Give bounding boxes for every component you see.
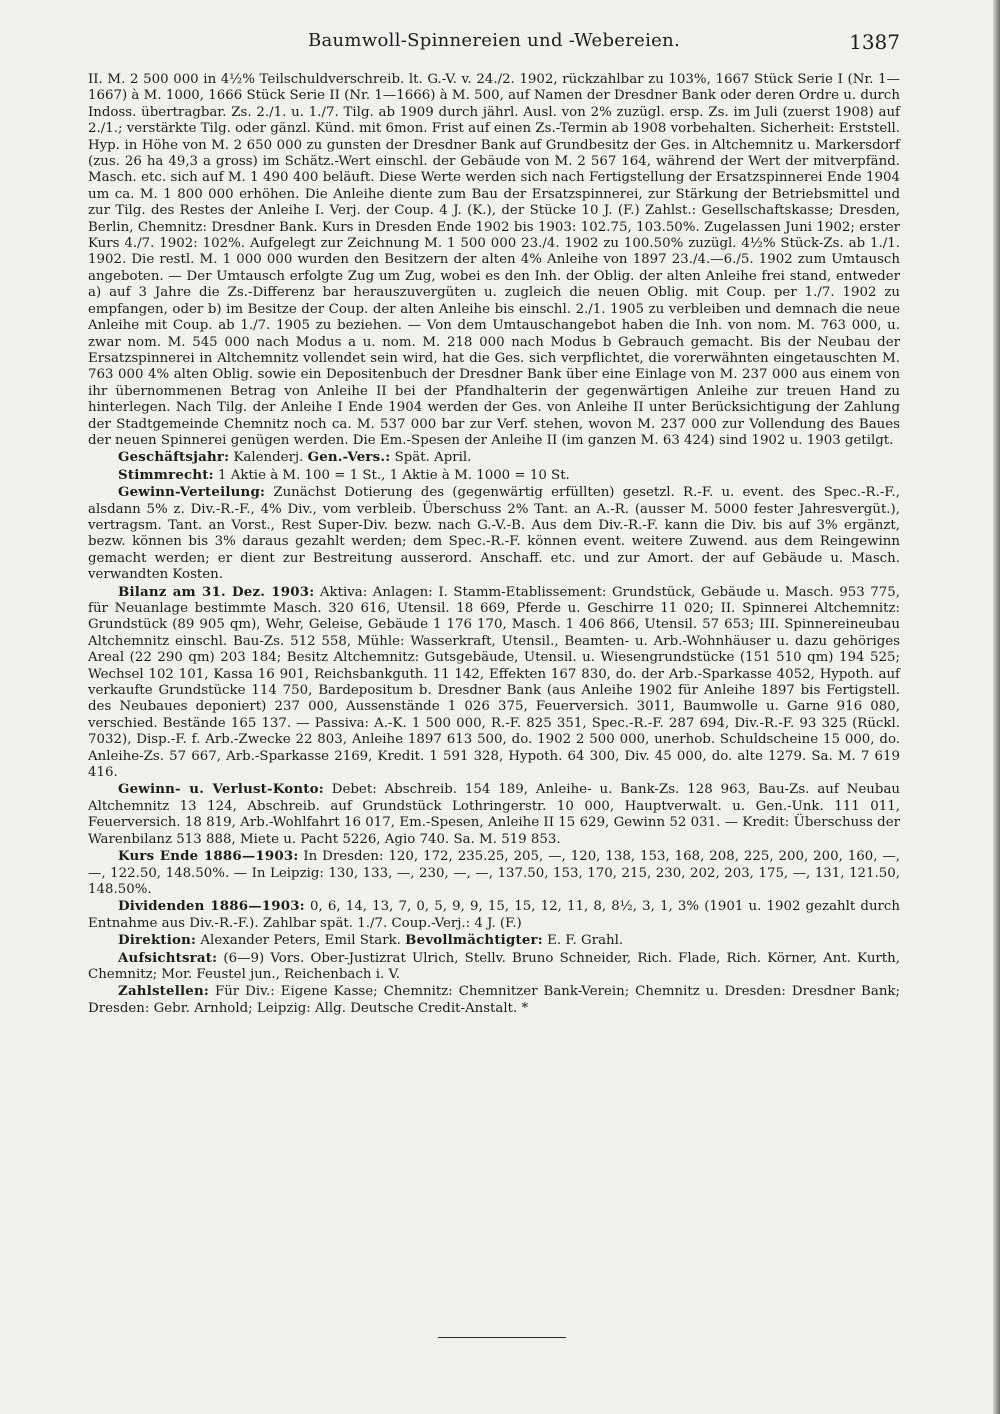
entry-text: Alexander Peters, Emil Stark. — [196, 933, 406, 949]
entry-text-bevollmaechtigter: E. F. Grahl. — [542, 933, 624, 949]
entry-label: Aufsichtsrat: — [118, 949, 218, 966]
entry-text: 1 Aktie à M. 100 = 1 St., 1 Aktie à M. 1000 = 10 St. — [213, 467, 570, 483]
entry-text: (6—9) Vors. Ober-Justizrat Ulrich, Stellv. Bruno Schneider, Rich. Flade, Rich. Körner, Ant. Kurth, Chemnitz; Mor. Feustel jun., Reichenbach i. V. — [88, 950, 900, 982]
entry-text: Zunächst Dotierung des (gegenwärtig erfüllten) gesetzl. R.-F. u. event. des Spec.-R.-F., alsdann 5% z. Div.-R.-F., 4% Div., vom verbleib. Überschuss 2% Tant. an A.-R. (ausser M. 5000 fester Jahresvergüt.), vertragsm. Tant. an Vorst., Rest Super-Div. bezw. nach G.-V.-B. Aus dem Div.-R.-F. kann die Div. bis auf 3% ergänzt, bezw. können bis 3% daraus gezahlt werden; dem Spec.-R.-F. können event. weitere Zuwend. aus dem Reingewinn gemacht werden; er dient zur Bestreitung ausserord. Anschaff. etc. und zur Amort. der auf Gebäude u. Masch. verwandten Kosten. — [88, 485, 900, 583]
entry-text: Kalenderj. — [229, 450, 308, 466]
entry-label: Kurs Ende 1886—1903: — [118, 848, 299, 865]
entry-bilanz — [88, 584, 900, 782]
entry-text-gen-vers: Spät. April. — [390, 450, 472, 466]
entry-gewinn-verlust — [88, 781, 900, 848]
entry-text: In Dresden: 120, 172, 235.25, 205, —, 120, 138, 153, 168, 208, 225, 200, 200, 160, —, —, 122.50, 148.50%. — In Leipzig: 130, 133, —, 230, —, —, 137.50, 153, 170, 215, 230, 202, 203, 175, —, 131, 121.50, 148.50%. — [88, 849, 901, 897]
entry-geschaeftsjahr — [88, 449, 900, 466]
entry-label: Direktion: — [118, 932, 197, 949]
page-number: 1387 — [849, 30, 900, 54]
entry-text: Für Div.: Eigene Kasse; Chemnitz: Chemnitzer Bank-Verein; Chemnitz u. Dresden: Dresdner Bank; Dresden: Gebr. Arnhold; Leipzig: Allg. Deutsche Credit-Anstalt. * — [88, 984, 900, 1016]
entry-label: Dividenden 1886—1903: — [118, 898, 305, 915]
entry-label-bevollmaechtigter: Bevollmächtigter: — [405, 932, 543, 949]
entry-zahlstellen — [88, 983, 900, 1017]
entry-label: Stimmrecht: — [118, 466, 214, 483]
entry-gewinn-verteilung — [88, 484, 900, 583]
entry-aufsichtsrat — [88, 950, 900, 984]
entry-label: Geschäftsjahr: — [118, 449, 230, 466]
entry-text: Debet: Abschreib. 154 189, Anleihe- u. Bank-Zs. 128 963, Bau-Zs. auf Neubau Altchemnitz 13 124, Abschreib. auf Grundstück Lothringerstr. 10 000, Hauptverwalt. u. Gen.-Unk. 111 011, Feuerversich. 18 819, Arb.-Wohlfahrt 16 017, Em.-Spesen, Anleihe II 15 629, Gewinn 52 031. — Kredit: Überschuss der Warenbilanz 513 888, Miete u. Pacht 5226, Agio 740. Sa. M. 519 853. — [88, 782, 900, 847]
running-title: Baumwoll-Spinnereien und -Webereien. — [307, 30, 681, 51]
page-edge — [993, 0, 1000, 1414]
entry-label: Gewinn-Verteilung: — [118, 484, 266, 501]
entry-label: Bilanz am 31. Dez. 1903: — [118, 583, 315, 600]
entry-text: Aktiva: Anlagen: I. Stamm-Etablissement: Grundstück, Gebäude u. Masch. 953 775, für Neuanlage bestimmte Masch. 320 616, Utensil. 18 669, Pferde u. Geschirre 11 020; II. Spinnerei Altchemnitz: Grundstück (89 905 qm), Wehr, Geleise, Gebäude 1 176 170, Masch. 1 406 866, Utensil. 57 653; III. Spinnereineubau Altchemnitz einschl. Bau-Zs. 512 558, Mühle: Wasserkraft, Utensil., Beamten- u. Arb.-Wohnhäuser u. dazu gehöriges Areal (22 290 qm) 203 184; Besitz Altchemnitz: Gutsgebäude, Utensil. u. Wiesengrundstücke (151 510 qm) 194 525; Wechsel 102 101, Kassa 16 901, Reichsbankguth. 11 142, Effekten 167 830, do. der Arb.-Sparkasse 4052, Hypoth. auf verkaufte Grundstücke 114 750, Bardepositum b. Dresdner Bank (aus Anleihe 1902 für Anleihe 1897 bis Fertigstell. des Neubaues deponiert) 237 000, Aussenstände 1 026 375, Feuerversich. 3011, Baumwolle u. Garne 916 080, verschied. Bestände 165 137. — Passiva: A.-K. 1 500 000, R.-F. 825 351, Spec.-R.-F. 287 694, Div.-R.-F. 93 325 (Rückl. 7032), Disp.-F. f. Arb.-Zwecke 22 803, Anleihe 1897 613 500, do. 1902 2 500 000, unerhob. Schuldscheine 15 000, do. Anleihe-Zs. 57 667, Arb.-Sparkasse 2169, Kredit. 1 591 328, Hypoth. 64 300, Div. 45 000, do. alte 1279. Sa. M. 7 619 416. — [88, 584, 900, 781]
entry-kurs — [88, 848, 900, 898]
document-body — [88, 72, 900, 1017]
entry-dividenden — [88, 898, 900, 932]
bond-paragraph: II. M. 2 500 000 in 4½% Teilschuldverschreib. lt. G.-V. v. 24./2. 1902, rückzahlbar zu 103%, 1667 Stück Serie I (Nr. 1—1667) à M. 1000, 1666 Stück Serie II (Nr. 1—1666) à M. 500, auf Namen der Dresdner Bank oder deren Ordre u. durch Indoss. übertragbar. Zs. 2./1. u. 1./7. Tilg. ab 1909 durch jährl. Ausl. von 2% zuzügl. ersp. Zs. im Juli (zuerst 1908) auf 2./1.; verstärkte Tilg. oder gänzl. Künd. mit 6mon. Frist auf einen Zs.-Termin ab 1908 vorbehalten. Sicherheit: Erststell. Hyp. in Höhe von M. 2 650 000 zu gunsten der Dresdner Bank auf Grundbesitz der Ges. in Altchemnitz u. Markersdorf (zus. 26 ha 49,3 a gross) im Schätz.-Wert einschl. der Gebäude von M. 2 567 164, während der Wert der mitverpfänd. Masch. etc. sich auf M. 1 490 400 beläuft. Diese Werte werden sich nach Fertigstellung der Ersatzspinnerei Ende 1904 um ca. M. 1 800 000 erhöhen. Die Anleihe diente zum Bau der Ersatzspinnerei, zur Stärkung der Betriebsmittel und zur Tilg. des Restes der Anleihe I. Verj. der Coup. 4 J. (K.), der Stücke 10 J. (F.) Zahlst.: Gesellschaftskasse; Dresden, Berlin, Chemnitz: Dresdner Bank. Kurs in Dresden Ende 1902 bis 1903: 102.75, 103.50%. Zugelassen Juni 1902; erster Kurs 4./7. 1902: 102%. Aufgelegt zur Zeichnung M. 1 500 000 23./4. 1902 zu 100.50% zuzügl. 4½% Stück-Zs. ab 1./1. 1902. Die restl. M. 1 000 000 wurden den Besitzern der alten 4% Anleihe von 1897 23./4.—6./5. 1902 zum Umtausch angeboten. — Der Umtausch erfolgte Zug um Zug, wobei es den Inh. der Oblig. der alten Anleihe frei stand, entweder a) auf 3 Jahre die Zs.-Differenz bar herauszuvergüten u. zugleich die neuen Oblig. mit Coup. per 1./7. 1902 zu empfangen, oder b) im Besitze der Coup. der alten Anleihe bis einschl. 2./1. 1905 zu verbleiben und demnach die neue Anleihe mit Coup. ab 1./7. 1905 zu beziehen. — Von dem Umtauschangebot haben die Inh. von nom. M. 763 000, u. zwar nom. M. 545 000 nach Modus a u. nom. M. 218 000 nach Modus b Gebrauch gemacht. Bis der Neubau der Ersatzspinnerei in Altchemnitz vollendet sein wird, hat die Ges. sich verpflichtet, die vorerwähnten eingetauschten M. 763 000 4% alten Oblig. sowie ein Depositenbuch der Dresdner Bank über eine Einlage von M. 237 000 aus einem von ihr übernommenen Betrag von Anleihe II bei der Pfandhalterin der gegenwärtigen Anleihe zur treuen Hand zu hinterlegen. Nach Tilg. der Anleihe I Ende 1904 werden der Ges. von Anleihe II unter Berücksichtigung der Zahlung der Stadtgemeinde Chemnitz noch ca. M. 537 000 bar zur Verf. stehen, wovon M. 237 000 zur Vollendung des Baues der neuen Spinnerei genügen werden. Die Em.-Spesen der Anleihe II (im ganzen M. 63 424) sind 1902 u. 1903 getilgt. — [88, 72, 900, 448]
entry-stimmrecht — [88, 467, 900, 484]
entry-label: Gewinn- u. Verlust-Konto: — [118, 781, 324, 798]
entry-label-gen-vers: Gen.-Vers.: — [307, 449, 391, 466]
footer-rule — [438, 1337, 566, 1338]
entry-label: Zahlstellen: — [118, 983, 209, 1000]
entry-text: 0, 6, 14, 13, 7, 0, 5, 9, 9, 15, 15, 12, 11, 8, 8½, 3, 1, 3% (1901 u. 1902 gezahlt durch Entnahme aus Div.-R.-F.). Zahlbar spät. 1./7. Coup.-Verj.: 4 J. (F.) — [88, 899, 900, 931]
entry-direktion — [88, 932, 900, 949]
page-header — [88, 30, 900, 60]
